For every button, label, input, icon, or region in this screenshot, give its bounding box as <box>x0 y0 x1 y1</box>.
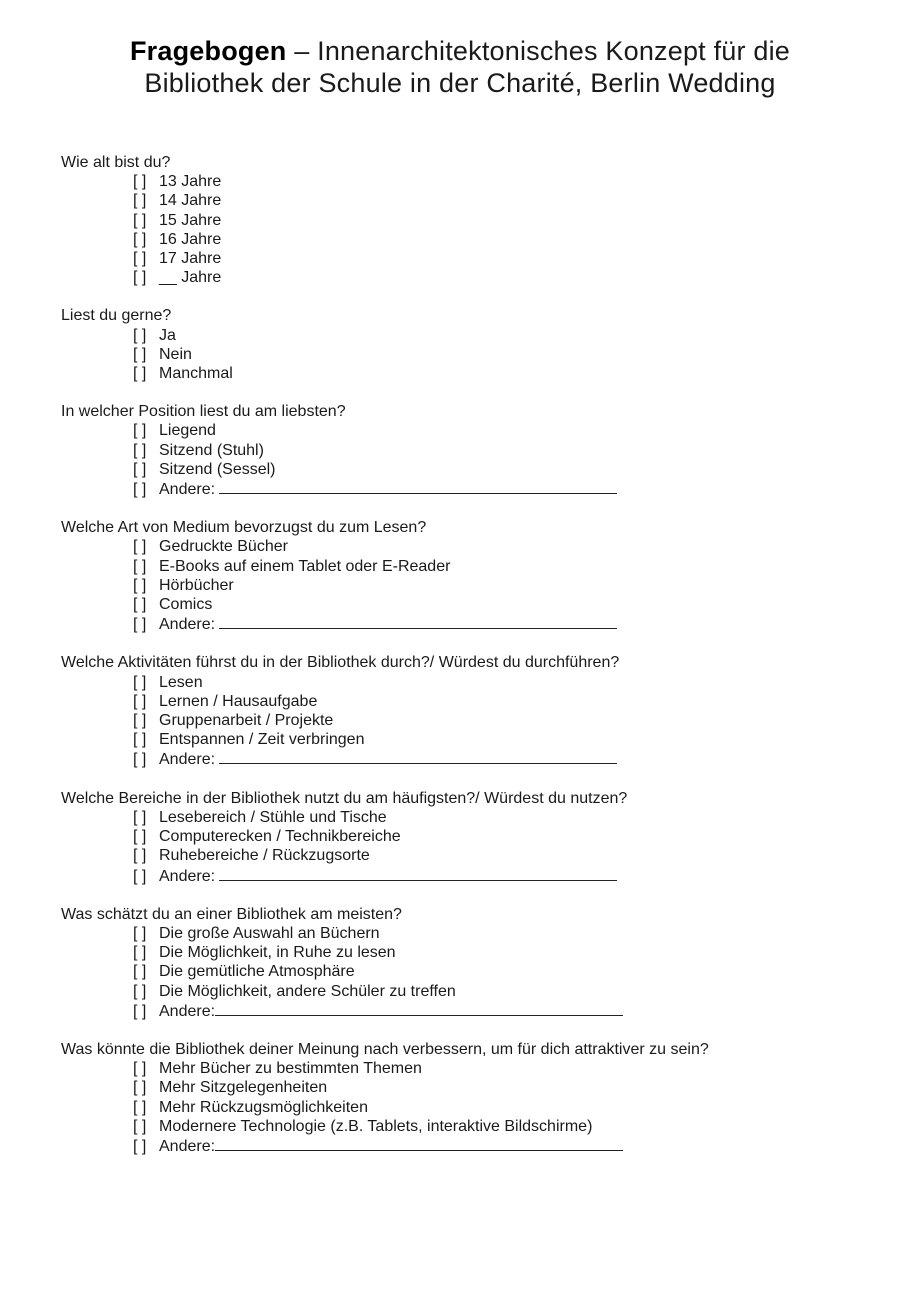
option-label: Lesebereich / Stühle und Tische <box>159 808 387 826</box>
option-label: 15 Jahre <box>159 211 222 229</box>
checkbox[interactable]: [ ] <box>133 173 147 191</box>
option-item <box>133 1078 881 1097</box>
checkbox[interactable]: [ ] <box>133 712 147 730</box>
checkbox[interactable]: [ ] <box>133 1002 147 1020</box>
option-item <box>133 924 881 943</box>
question-block <box>61 306 881 383</box>
checkbox[interactable]: [ ] <box>133 365 147 383</box>
option-label: 17 Jahre <box>159 250 222 268</box>
option-label: Andere: <box>159 1002 216 1020</box>
option-item <box>133 441 881 460</box>
option-item <box>133 172 881 191</box>
option-label: Liegend <box>159 422 216 440</box>
option-list <box>61 172 881 287</box>
option-item <box>133 673 881 692</box>
question-text: Welche Bereiche in der Bibliothek nutzt du am häufigsten?/ Würdest du nutzen? <box>61 789 628 807</box>
checkbox[interactable]: [ ] <box>133 596 147 614</box>
option-label: Gruppenarbeit / Projekte <box>159 712 334 730</box>
option-label: Nein <box>159 345 192 363</box>
option-label: Mehr Rückzugsmöglichkeiten <box>159 1098 368 1116</box>
option-item <box>133 326 881 345</box>
checkbox[interactable]: [ ] <box>133 269 147 287</box>
other-answer-line[interactable] <box>215 1001 623 1016</box>
option-label: __ Jahre <box>159 269 222 287</box>
title-line2: Bibliothek der Schule in der Charité, Berlin Wedding <box>144 68 776 98</box>
option-label: Die große Auswahl an Büchern <box>159 924 380 942</box>
option-item <box>133 345 881 364</box>
checkbox[interactable]: [ ] <box>133 944 147 962</box>
question-block <box>61 402 881 499</box>
option-label: Computerecken / Technikbereiche <box>159 828 401 846</box>
checkbox[interactable]: [ ] <box>133 422 147 440</box>
option-item <box>133 614 881 634</box>
checkbox[interactable]: [ ] <box>133 847 147 865</box>
checkbox[interactable]: [ ] <box>133 1137 147 1155</box>
option-label: Lesen <box>159 673 203 691</box>
checkbox[interactable]: [ ] <box>133 211 147 229</box>
option-label: Andere: <box>159 481 216 499</box>
option-list <box>61 808 881 886</box>
option-label: Mehr Bücher zu bestimmten Themen <box>159 1060 422 1078</box>
checkbox[interactable]: [ ] <box>133 751 147 769</box>
other-answer-line[interactable] <box>219 749 617 764</box>
checkbox[interactable]: [ ] <box>133 1117 147 1135</box>
option-item <box>133 537 881 556</box>
checkbox[interactable]: [ ] <box>133 230 147 248</box>
option-list <box>61 421 881 499</box>
option-label: Modernere Technologie (z.B. Tablets, interaktive Bildschirme) <box>159 1117 593 1135</box>
option-item <box>133 211 881 230</box>
checkbox[interactable]: [ ] <box>133 250 147 268</box>
checkbox[interactable]: [ ] <box>133 538 147 556</box>
option-label: Gedruckte Bücher <box>159 538 288 556</box>
checkbox[interactable]: [ ] <box>133 557 147 575</box>
question-block <box>61 153 881 287</box>
option-label: 16 Jahre <box>159 230 222 248</box>
option-item <box>133 557 881 576</box>
option-label: Hörbücher <box>159 576 234 594</box>
option-item <box>133 827 881 846</box>
option-item <box>133 692 881 711</box>
checkbox[interactable]: [ ] <box>133 828 147 846</box>
option-item <box>133 846 881 865</box>
checkbox[interactable]: [ ] <box>133 345 147 363</box>
checkbox[interactable]: [ ] <box>133 673 147 691</box>
question-block <box>61 905 881 1021</box>
option-list <box>61 537 881 634</box>
question-list <box>61 153 881 1175</box>
other-answer-line[interactable] <box>215 1136 623 1151</box>
title-rest: – Innenarchitektonisches Konzept für die <box>286 36 791 66</box>
question-text: Welche Aktivitäten führst du in der Bibliothek durch?/ Würdest du durchführen? <box>61 654 620 672</box>
option-item <box>133 943 881 962</box>
other-answer-line[interactable] <box>219 614 617 629</box>
question-block <box>61 653 881 769</box>
option-item <box>133 1059 881 1078</box>
option-item <box>133 982 881 1001</box>
option-item <box>133 749 881 769</box>
option-item <box>133 808 881 827</box>
option-item <box>133 711 881 730</box>
question-block <box>61 1040 881 1156</box>
option-item <box>133 866 881 886</box>
option-label: Andere: <box>159 751 216 769</box>
checkbox[interactable]: [ ] <box>133 982 147 1000</box>
option-label: Ruhebereiche / Rückzugsorte <box>159 847 370 865</box>
checkbox[interactable]: [ ] <box>133 616 147 634</box>
option-label: Mehr Sitzgelegenheiten <box>159 1079 328 1097</box>
option-item <box>133 962 881 981</box>
title-bold: Fragebogen <box>129 36 287 66</box>
checkbox[interactable]: [ ] <box>133 1079 147 1097</box>
option-item <box>133 364 881 383</box>
option-label: Comics <box>159 596 213 614</box>
option-item <box>133 460 881 479</box>
option-list <box>61 673 881 770</box>
option-item <box>133 1136 881 1156</box>
option-label: 13 Jahre <box>159 173 222 191</box>
option-label: Die gemütliche Atmosphäre <box>159 963 355 981</box>
option-label: Ja <box>159 326 176 344</box>
checkbox[interactable]: [ ] <box>133 576 147 594</box>
option-item <box>133 1117 881 1136</box>
checkbox[interactable]: [ ] <box>133 808 147 826</box>
question-block <box>61 518 881 634</box>
checkbox[interactable]: [ ] <box>133 692 147 710</box>
question-text: Welche Art von Medium bevorzugst du zum Lesen? <box>61 519 427 537</box>
option-label: Sitzend (Stuhl) <box>159 441 264 459</box>
question-text: Was schätzt du an einer Bibliothek am meisten? <box>61 905 402 923</box>
page-title <box>0 35 920 99</box>
other-answer-line[interactable] <box>219 866 617 881</box>
other-answer-line[interactable] <box>219 479 617 494</box>
question-text: Was könnte die Bibliothek deiner Meinung nach verbessern, um für dich attraktiver zu sein? <box>61 1040 709 1058</box>
checkbox[interactable]: [ ] <box>133 481 147 499</box>
option-label: Entspannen / Zeit verbringen <box>159 731 365 749</box>
option-label: Andere: <box>159 867 216 885</box>
option-label: Die Möglichkeit, in Ruhe zu lesen <box>159 944 396 962</box>
question-text: Wie alt bist du? <box>61 154 171 171</box>
option-label: Andere: <box>159 1137 216 1155</box>
option-item <box>133 595 881 614</box>
checkbox[interactable]: [ ] <box>133 867 147 885</box>
option-item <box>133 230 881 249</box>
option-list <box>61 1059 881 1156</box>
option-item <box>133 1001 881 1021</box>
checkbox[interactable]: [ ] <box>133 441 147 459</box>
option-item <box>133 191 881 210</box>
option-item <box>133 268 881 287</box>
question-text: In welcher Position liest du am liebsten? <box>61 403 346 421</box>
checkbox[interactable]: [ ] <box>133 1098 147 1116</box>
option-label: Lernen / Hausaufgabe <box>159 692 318 710</box>
option-item <box>133 249 881 268</box>
option-label: Manchmal <box>159 365 233 383</box>
option-label: Die Möglichkeit, andere Schüler zu treffen <box>159 982 456 1000</box>
option-label: E-Books auf einem Tablet oder E-Reader <box>159 557 451 575</box>
option-item <box>133 479 881 499</box>
checkbox[interactable]: [ ] <box>133 731 147 749</box>
checkbox[interactable]: [ ] <box>133 924 147 942</box>
checkbox[interactable]: [ ] <box>133 1060 147 1078</box>
option-item <box>133 730 881 749</box>
option-list <box>61 326 881 384</box>
option-item <box>133 1098 881 1117</box>
option-label: Andere: <box>159 616 216 634</box>
option-item <box>133 421 881 440</box>
option-list <box>61 924 881 1021</box>
option-label: Sitzend (Sessel) <box>159 460 276 478</box>
checkbox[interactable]: [ ] <box>133 192 147 210</box>
question-block <box>61 789 881 886</box>
question-text: Liest du gerne? <box>61 307 172 325</box>
checkbox[interactable]: [ ] <box>133 963 147 981</box>
checkbox[interactable]: [ ] <box>133 326 147 344</box>
checkbox[interactable]: [ ] <box>133 460 147 478</box>
option-label: 14 Jahre <box>159 192 222 210</box>
option-item <box>133 576 881 595</box>
